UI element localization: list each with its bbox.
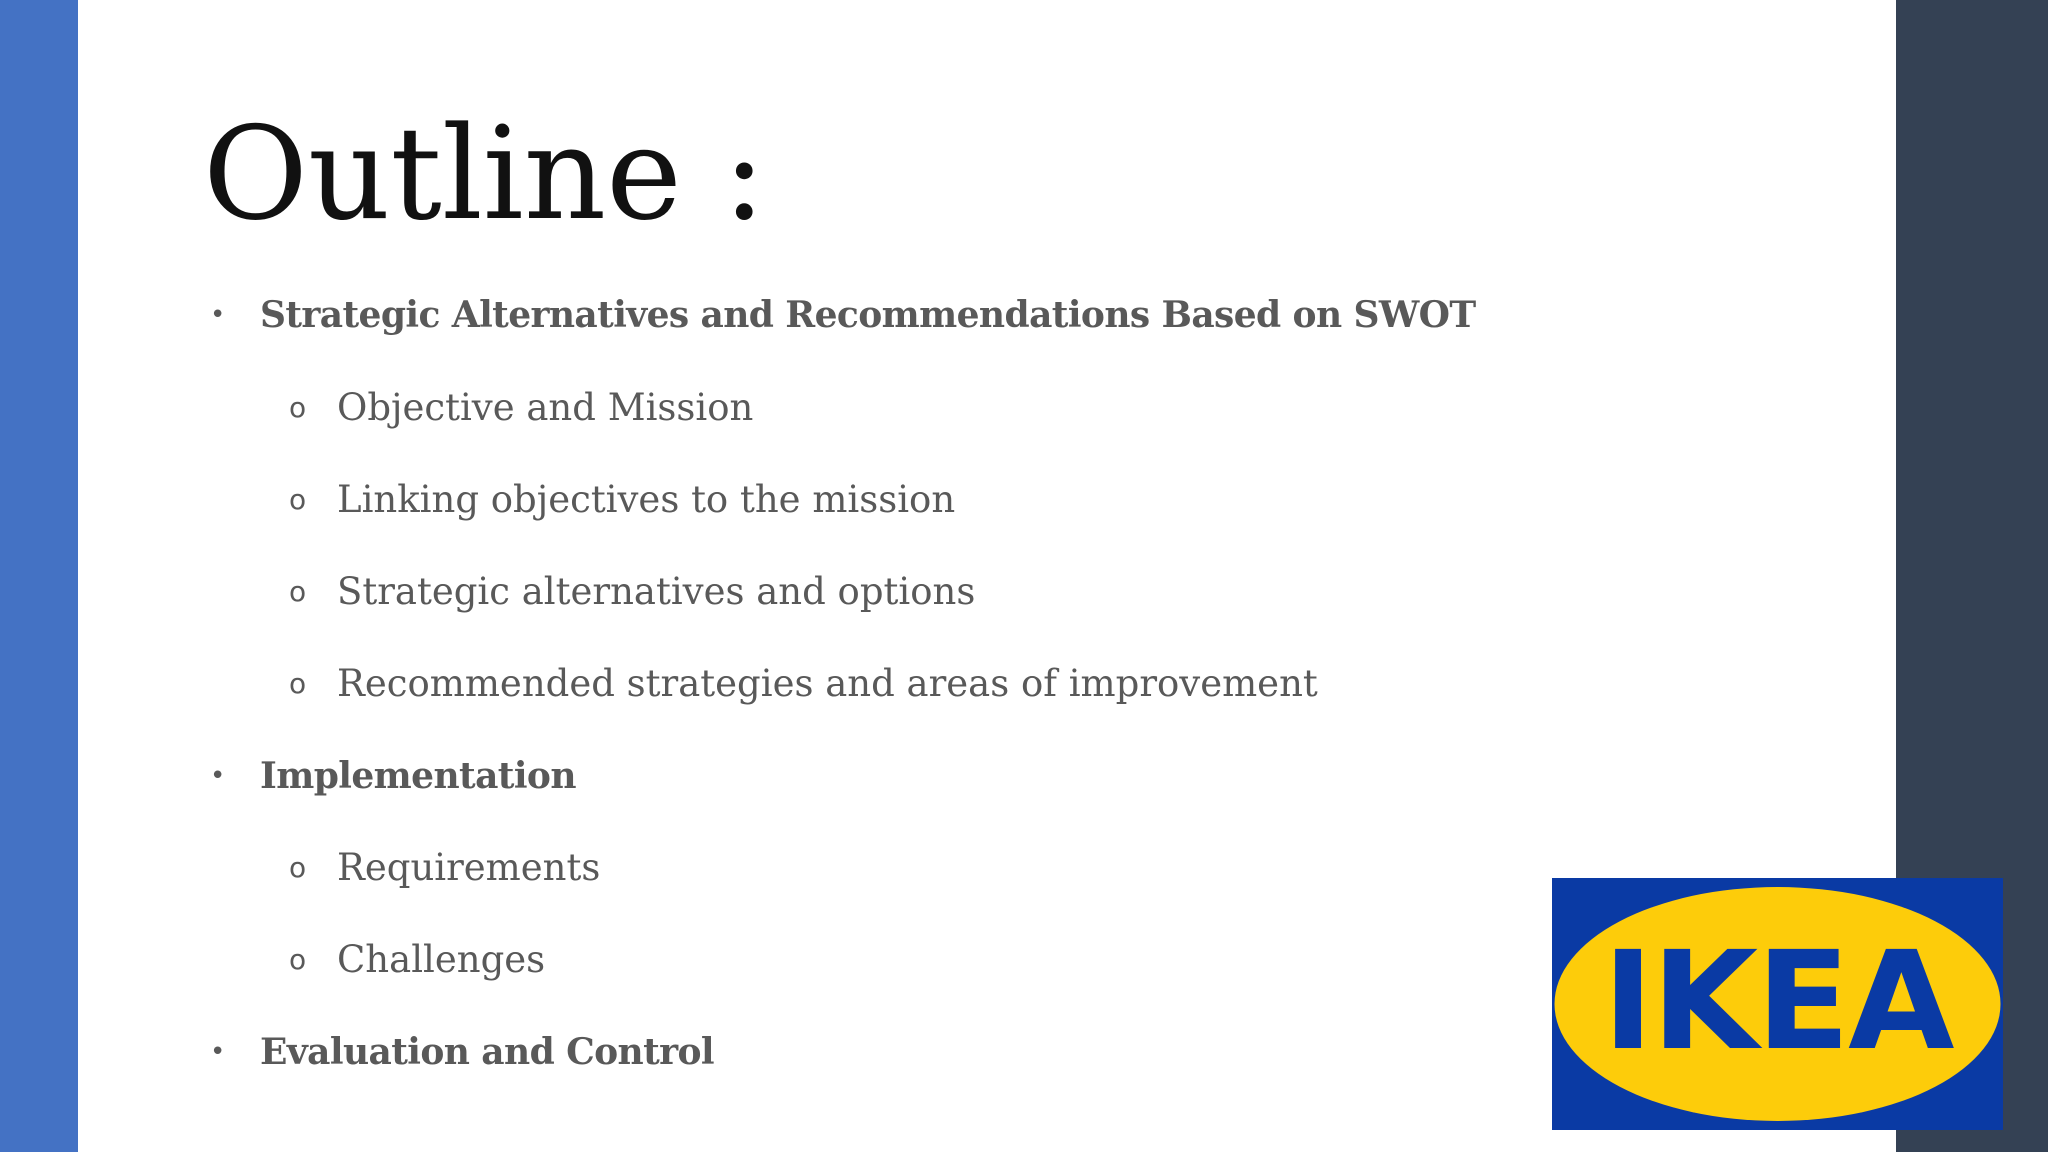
bullet-icon: • [210,761,226,791]
outline-item-text: Evaluation and Control [260,1031,715,1073]
circle-bullet-icon: o [289,851,307,884]
bullet-icon: • [210,1037,226,1067]
outline-subitem-text: Objective and Mission [337,386,754,429]
slide-title: Outline : [203,100,766,249]
bullet-icon: • [210,300,226,330]
ikea-logo [1552,878,2003,1130]
logo-wordmark: IKEA [1602,923,1955,1081]
left-accent-bar [0,0,78,1152]
outline-subitem-text: Recommended strategies and areas of improvement [337,662,1318,705]
outline-subitem-text: Linking objectives to the mission [337,478,956,521]
circle-bullet-icon: o [289,391,307,424]
outline-subitem-text: Challenges [337,938,546,981]
circle-bullet-icon: o [289,575,307,608]
circle-bullet-icon: o [289,667,307,700]
outline-item-text: Strategic Alternatives and Recommendations Based on SWOT [260,294,1476,336]
outline-subitem-text: Requirements [337,846,601,889]
circle-bullet-icon: o [289,483,307,516]
outline-subitem-text: Strategic alternatives and options [337,570,976,613]
outline-item-text: Implementation [260,755,576,797]
circle-bullet-icon: o [289,943,307,976]
